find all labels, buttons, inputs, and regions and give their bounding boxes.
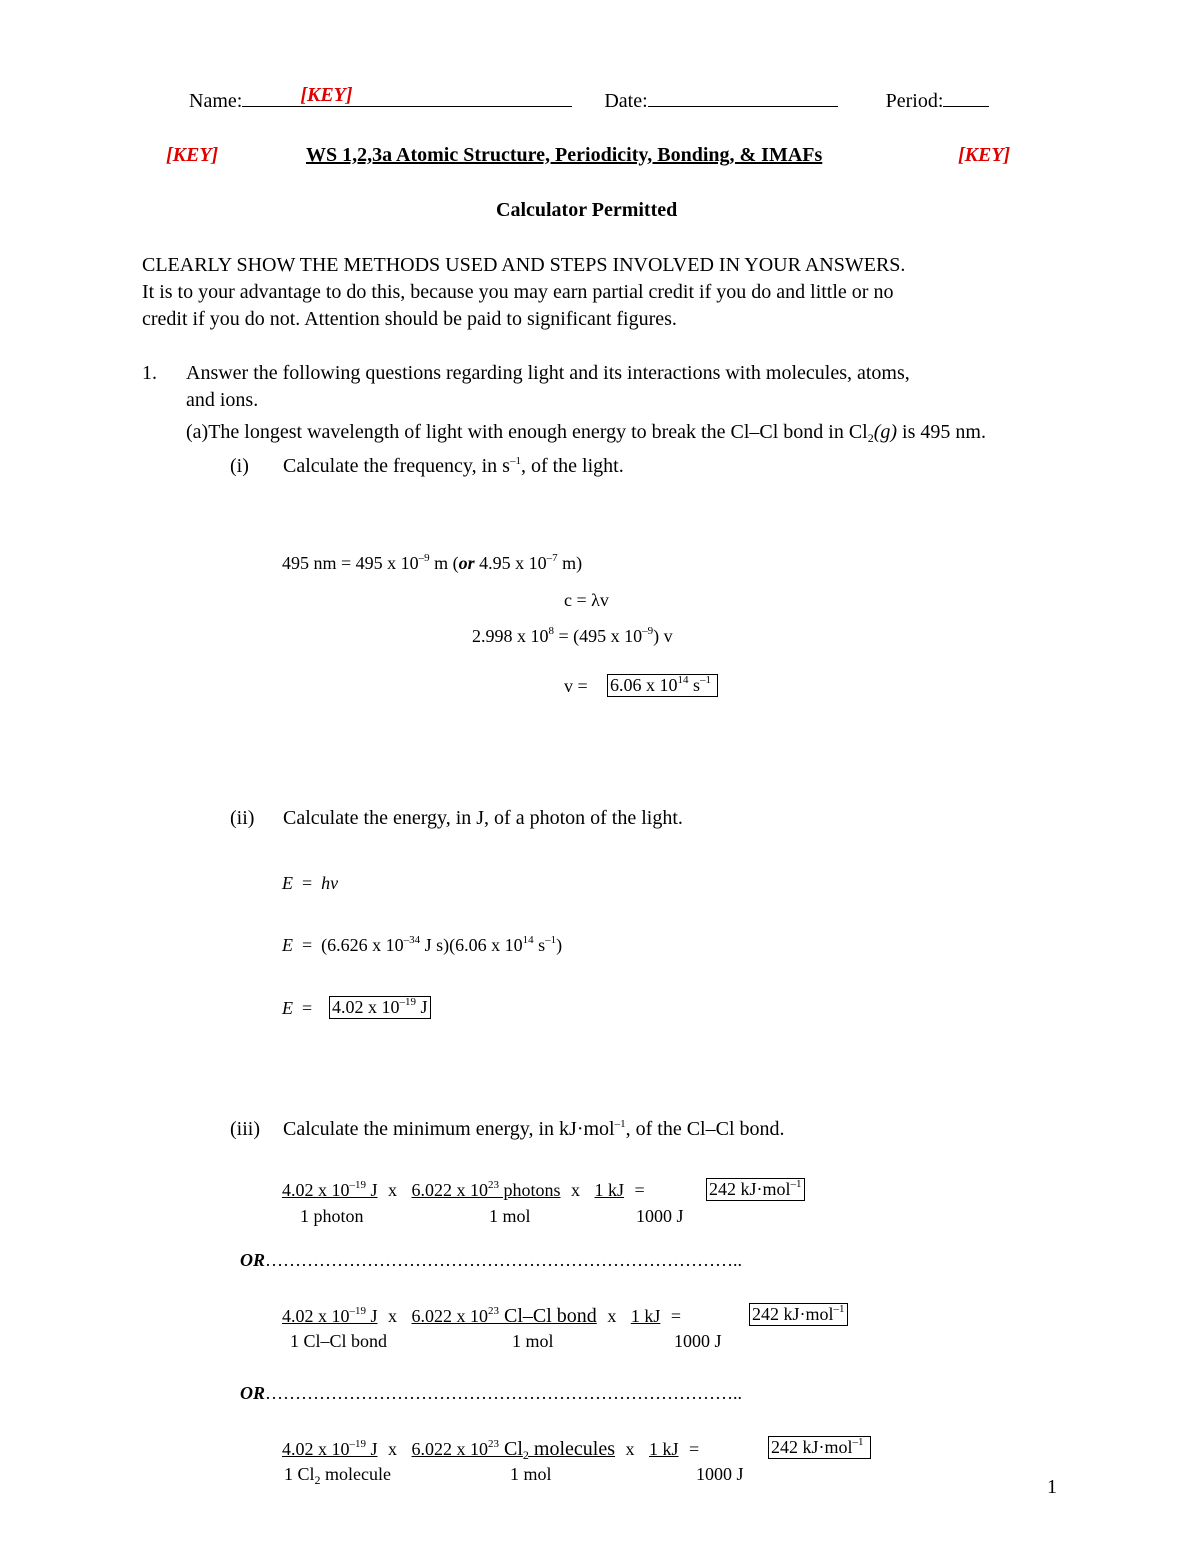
instructions-line-3: credit if you do not. Attention should be paid to significant figures.	[142, 308, 677, 330]
period-label: Period:	[885, 90, 944, 112]
key-right: [KEY]	[958, 144, 1011, 166]
part-iii-question: Calculate the minimum energy, in kJ·mol$^{-1}$, of the Cl–Cl bond.	[283, 1118, 785, 1140]
part-i-label: (i)	[230, 455, 249, 477]
part-ii-question: Calculate the energy, in J, of a photon of the light.	[283, 807, 683, 829]
worksheet-title: WS 1,2,3a Atomic Structure, Periodicity, Bonding, & IMAFs	[306, 144, 823, 166]
method-2-denom-3: 1000 J	[674, 1331, 722, 1351]
part-i-answer-box: 6.06 x $10^{14}$ $s^{-1}$	[607, 674, 718, 697]
page-number: 1	[1047, 1476, 1057, 1498]
method-3-denom-1: 1 $Cl_2$ molecule	[284, 1464, 391, 1487]
part-ii-label: (ii)	[230, 807, 255, 829]
method-2-denom-2: 1 mol	[512, 1331, 554, 1351]
part-i-question: Calculate the frequency, in $s^{-1}$, of the light.	[283, 455, 624, 477]
header-line	[189, 86, 989, 113]
or-divider-2: OR……………………………………………………………………..	[240, 1383, 743, 1403]
method-3-denom-3: 1000 J	[696, 1464, 744, 1484]
period-field[interactable]	[943, 86, 989, 107]
part-i-step-1: 495 nm = 495 x $10^{-9}$ m (or 4.95 x $10^{-7}$ m)	[282, 552, 583, 573]
method-2-denom-1: 1 Cl–Cl bond	[290, 1331, 388, 1351]
date-label: Date:	[604, 90, 648, 112]
method-1-denom-2: 1 mol	[489, 1206, 531, 1226]
method-1-denom-3: 1000 J	[636, 1206, 684, 1226]
name-field[interactable]	[242, 86, 572, 107]
subtitle: Calculator Permitted	[496, 199, 678, 221]
part-ii-answer-box: 4.02 x $10^{-19}$ J	[329, 996, 431, 1019]
method-1-answer-box: 242 kJ·mol$^{-1}$	[706, 1178, 805, 1201]
question-number: 1.	[142, 362, 157, 384]
part-iii-label: (iii)	[230, 1118, 260, 1140]
instructions-line-1: CLEARLY SHOW THE METHODS USED AND STEPS INVOLVED IN YOUR ANSWERS.	[142, 254, 906, 276]
part-i-step-4: v =	[564, 676, 588, 696]
part-a-text: (a)The longest wavelength of light with enough energy to break the Cl–Cl bond in $Cl_2(g)$ is 495 nm.	[186, 421, 986, 445]
question-text-1: Answer the following questions regarding light and its interactions with molecules, atoms,	[186, 362, 910, 384]
method-3-answer-box: 242 kJ·mol$^{-1}$	[768, 1436, 871, 1459]
method-3-numerator: 4.02 x $10^{-19}$ J x 6.022 x $10^{23}$ $Cl_2$ molecules x 1 kJ =	[282, 1438, 700, 1462]
method-1-denom-1: 1 photon	[300, 1206, 364, 1226]
name-value: [KEY]	[300, 84, 353, 106]
method-3-denom-2: 1 mol	[510, 1464, 552, 1484]
part-i-step-2: c = λv	[564, 590, 609, 610]
part-ii-step-1: E = hv	[282, 873, 339, 893]
method-1-numerator: 4.02 x $10^{-19}$ J x 6.022 x $10^{23}$ photons x 1 kJ =	[282, 1179, 645, 1200]
method-2-numerator: 4.02 x $10^{-19}$ J x 6.022 x $10^{23}$ Cl–Cl bond x 1 kJ =	[282, 1305, 681, 1327]
part-i-step-3: 2.998 x $10^8 = (495$ x $10^{-9}$) v	[472, 625, 673, 646]
method-2-answer-box: 242 kJ·mol$^{-1}$	[749, 1303, 848, 1326]
question-text-2: and ions.	[186, 389, 259, 411]
name-label: Name:	[189, 90, 243, 112]
date-field[interactable]	[648, 86, 838, 107]
or-divider-1: OR……………………………………………………………………..	[240, 1250, 743, 1270]
part-ii-step-3: E =	[282, 998, 313, 1018]
part-ii-step-2: E = (6.626 x $10^{-34}$ J s)(6.06 x $10^{14}$ $s^{-1}$)	[282, 934, 563, 955]
instructions-line-2: It is to your advantage to do this, because you may earn partial credit if you do and little or no	[142, 281, 894, 303]
key-left: [KEY]	[166, 144, 219, 166]
